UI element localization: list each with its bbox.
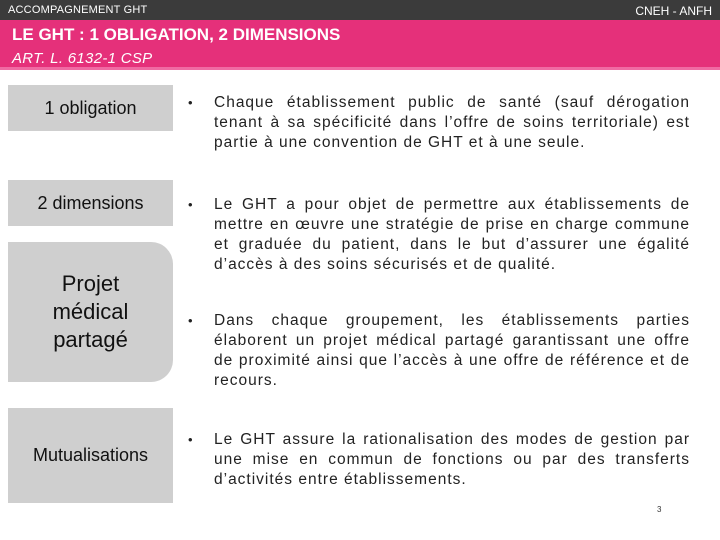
- bullet-text: Dans chaque groupement, les établissements parties élaborent un projet médical partagé garantissant une offre de proximité ainsi que l’accès à une offre de référence et de recours.: [214, 312, 690, 389]
- slide-title: LE GHT : 1 OBLIGATION, 2 DIMENSIONS: [12, 25, 341, 44]
- bullet-marker: •: [188, 432, 194, 447]
- top-bar: [0, 0, 720, 20]
- title-band: [0, 20, 720, 70]
- bullet-text: Le GHT assure la rationalisation des modes de gestion par une mise en commun de fonctions ou par des transferts d’activités entre établissements.: [214, 431, 690, 488]
- bullet-marker: •: [188, 95, 194, 110]
- box-projet-medical-partage: [8, 242, 173, 382]
- box-label: 1 obligation: [44, 97, 137, 118]
- header-right-label: CNEH - ANFH: [635, 4, 712, 18]
- bullet-marker: •: [188, 197, 194, 212]
- bullet-item: [188, 311, 690, 391]
- bullet-item: [188, 430, 690, 490]
- title-underline: [0, 67, 720, 70]
- box-mutualisations: [8, 408, 173, 503]
- bullet-text: Le GHT a pour objet de permettre aux établissements de mettre en œuvre une stratégie de prise en charge commune et graduée du patient, dans le but d’assurer une égalité d’accès à des soins sécurisés et de qualité.: [214, 196, 690, 273]
- box-label: 2 dimensions: [37, 192, 144, 213]
- page-number: 3: [657, 505, 662, 514]
- bullet-text: Chaque établissement public de santé (sauf dérogation tenant à sa spécificité dans l’offre de soins territoriale) est partie à une convention de GHT et à une seule.: [214, 94, 690, 151]
- box-1-obligation: [8, 85, 173, 131]
- box-label: Projet médical partagé: [52, 271, 129, 352]
- bullet-marker: •: [188, 313, 194, 328]
- slide-subtitle: ART. L. 6132-1 CSP: [12, 50, 153, 67]
- header-left-label: ACCOMPAGNEMENT GHT: [8, 4, 148, 16]
- bullet-item: [188, 195, 690, 275]
- box-label: Mutualisations: [32, 445, 149, 465]
- box-2-dimensions: [8, 180, 173, 226]
- bullet-item: [188, 93, 690, 153]
